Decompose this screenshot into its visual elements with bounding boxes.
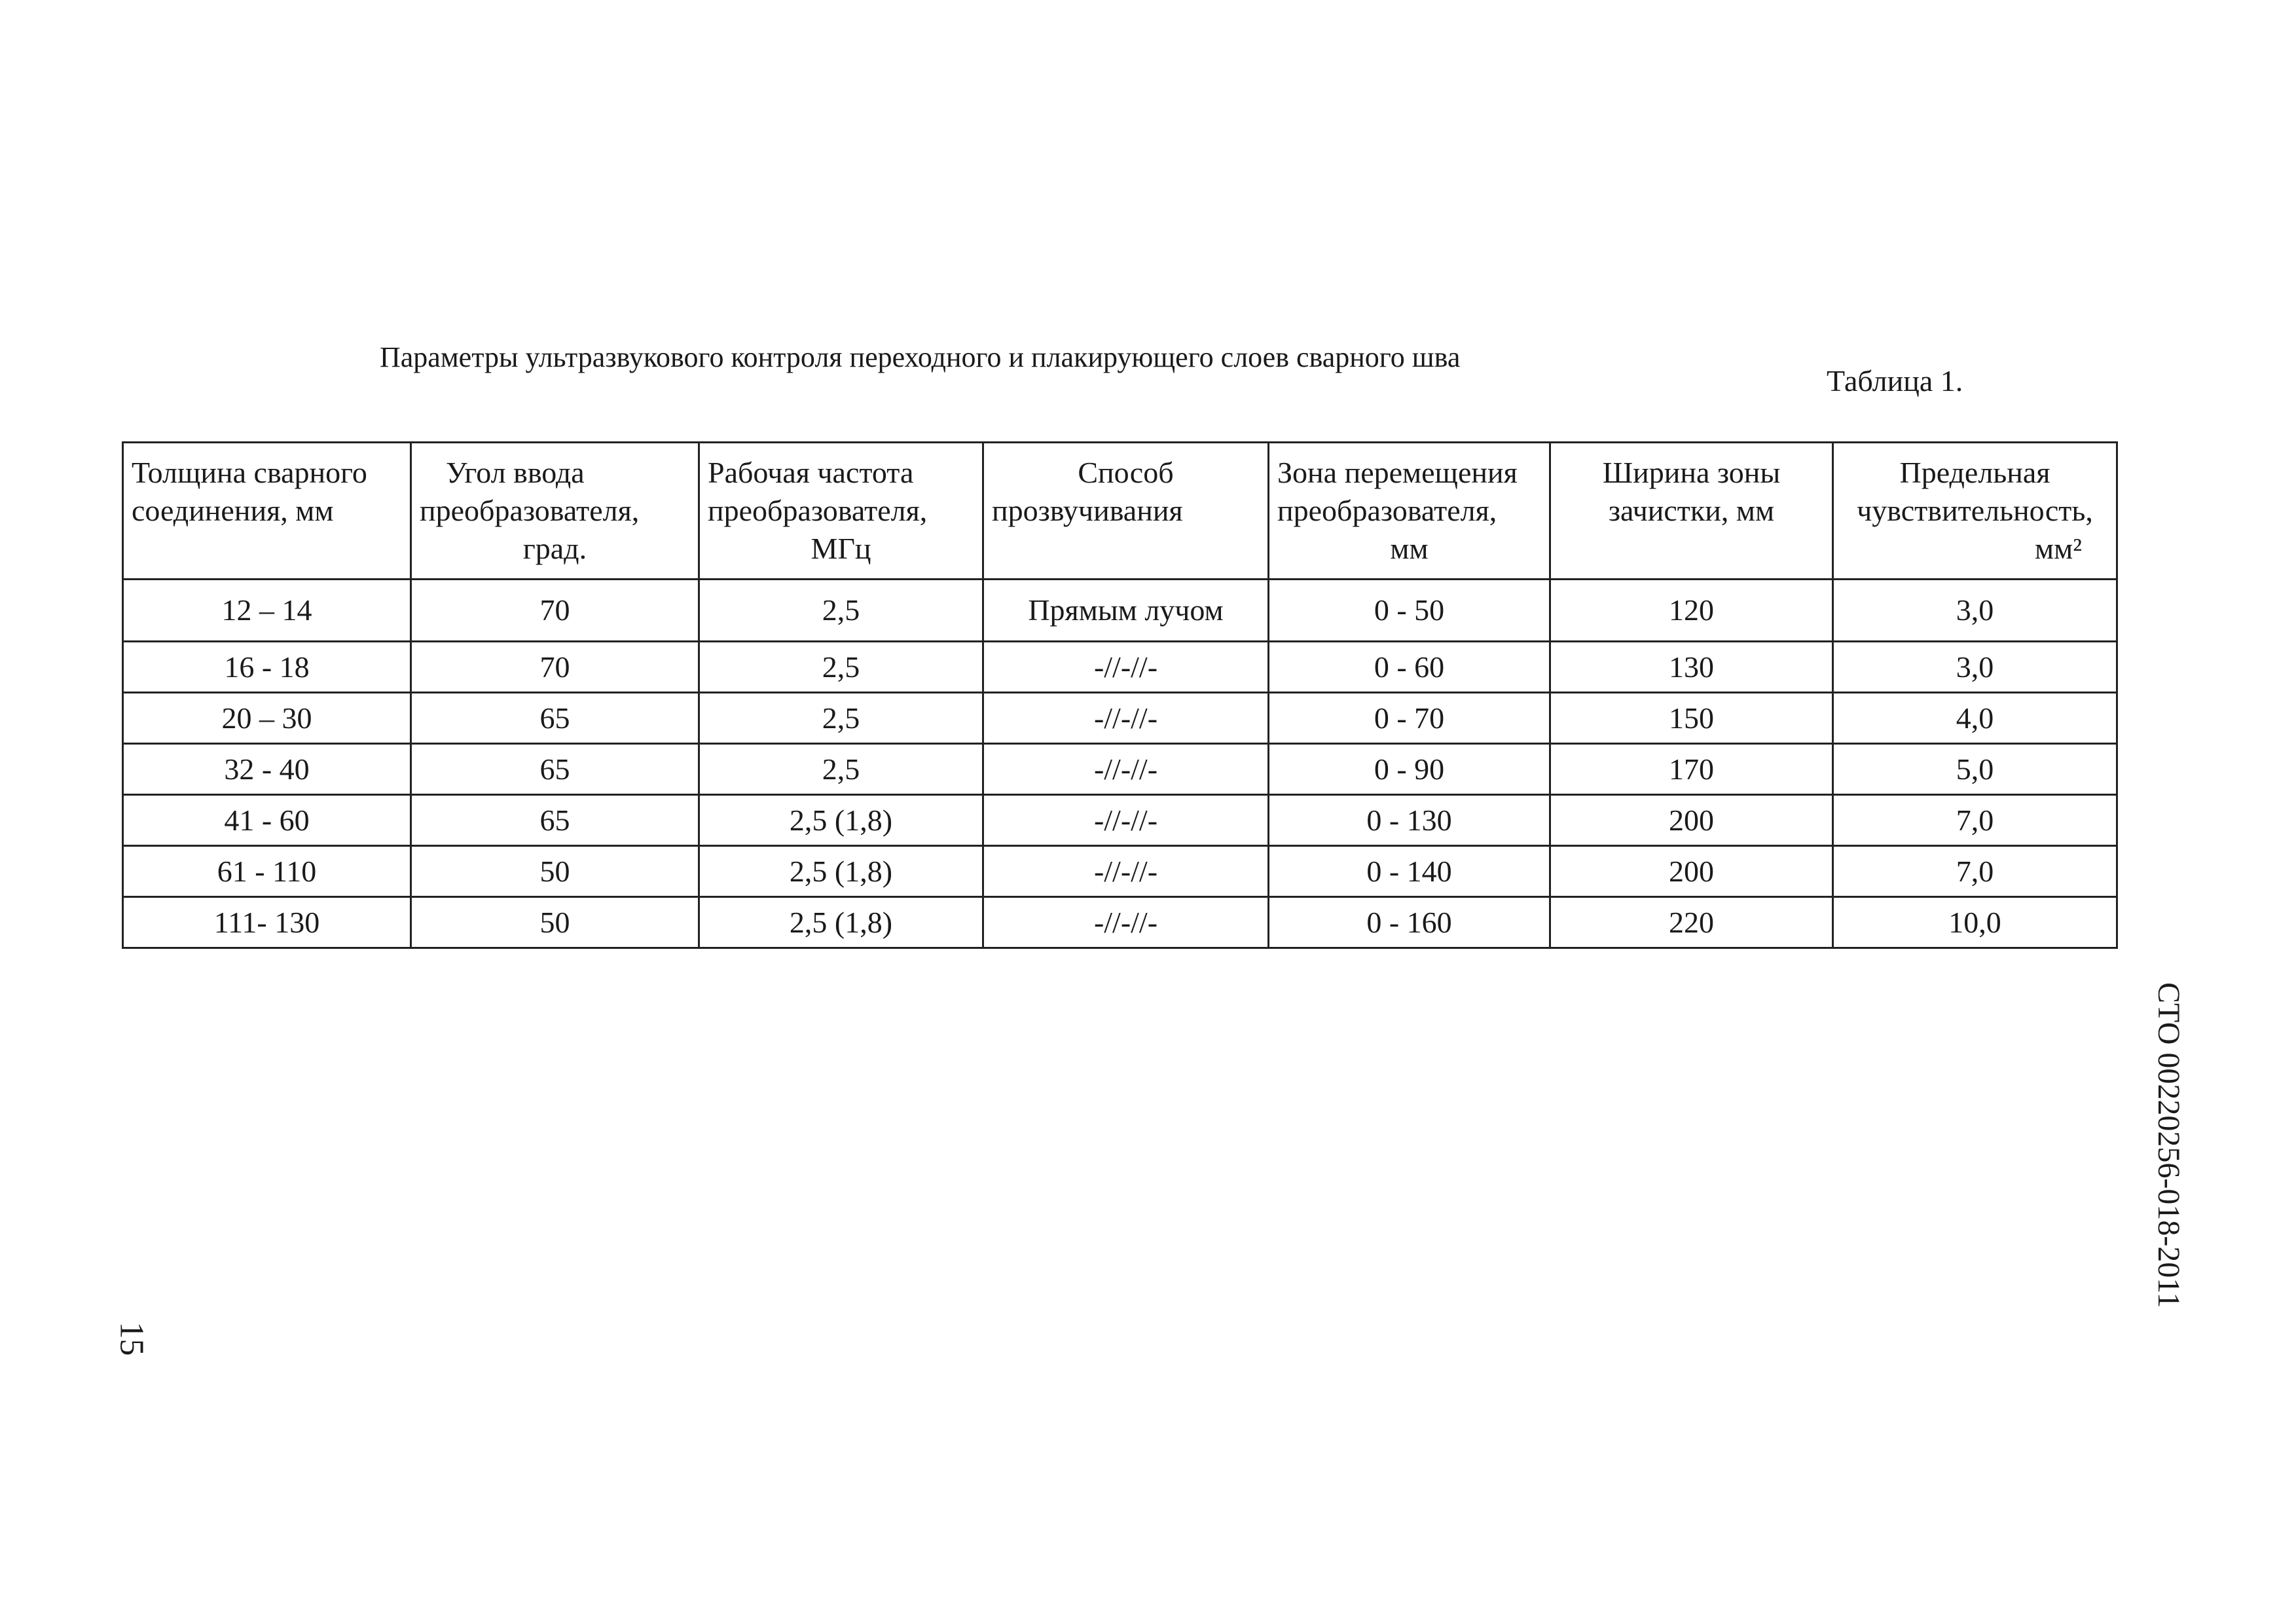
header-line: зачистки, мм — [1608, 494, 1775, 527]
cell-movement-zone: 0 - 160 — [1269, 897, 1550, 948]
header-line: Способ — [1078, 456, 1174, 489]
cell-sensitivity: 4,0 — [1833, 693, 2117, 744]
header-line: чувствительность, — [1857, 494, 2093, 527]
table-row — [123, 642, 2117, 693]
header-line: Угол ввода — [446, 456, 585, 489]
header-line: преобразователя, — [708, 494, 928, 527]
cell-cleaning-width: 120 — [1550, 580, 1833, 642]
document-code — [2151, 982, 2206, 1308]
cell-angle: 65 — [411, 693, 699, 744]
cell-cleaning-width: 150 — [1550, 693, 1833, 744]
cell-angle: 70 — [411, 642, 699, 693]
cell-sensitivity: 3,0 — [1833, 580, 2117, 642]
cell-method: -//-//- — [983, 642, 1269, 693]
header-line: прозвучивания — [992, 494, 1183, 527]
cell-frequency: 2,5 (1,8) — [699, 897, 983, 948]
table-row — [123, 897, 2117, 948]
cell-angle: 65 — [411, 744, 699, 795]
table-row — [123, 795, 2117, 846]
cell-movement-zone: 0 - 130 — [1269, 795, 1550, 846]
cell-thickness: 111- 130 — [123, 897, 411, 948]
header-frequency — [699, 443, 983, 580]
header-line: соединения, мм — [132, 494, 334, 527]
header-cleaning-width — [1550, 443, 1833, 580]
cell-thickness: 32 - 40 — [123, 744, 411, 795]
cell-cleaning-width: 200 — [1550, 846, 1833, 897]
cell-cleaning-width: 130 — [1550, 642, 1833, 693]
header-line: Зона перемещения — [1277, 456, 1518, 489]
cell-method: Прямым лучом — [983, 580, 1269, 642]
header-angle — [411, 443, 699, 580]
table-row — [123, 580, 2117, 642]
cell-method: -//-//- — [983, 744, 1269, 795]
header-line: Ширина зоны — [1602, 456, 1781, 489]
cell-cleaning-width: 200 — [1550, 795, 1833, 846]
header-line: град. — [522, 532, 587, 565]
header-movement-zone — [1269, 443, 1550, 580]
cell-frequency: 2,5 — [699, 693, 983, 744]
cell-frequency: 2,5 — [699, 744, 983, 795]
table-row — [123, 693, 2117, 744]
cell-thickness: 61 - 110 — [123, 846, 411, 897]
cell-frequency: 2,5 (1,8) — [699, 846, 983, 897]
cell-movement-zone: 0 - 70 — [1269, 693, 1550, 744]
header-line: мм — [1390, 532, 1429, 565]
header-line: мм² — [2034, 532, 2082, 565]
page-number: 15 — [113, 1321, 151, 1356]
cell-movement-zone: 0 - 50 — [1269, 580, 1550, 642]
cell-sensitivity: 10,0 — [1833, 897, 2117, 948]
cell-sensitivity: 7,0 — [1833, 795, 2117, 846]
header-line: Толщина сварного — [132, 456, 367, 489]
cell-movement-zone: 0 - 90 — [1269, 744, 1550, 795]
cell-sensitivity: 7,0 — [1833, 846, 2117, 897]
cell-angle: 65 — [411, 795, 699, 846]
header-thickness — [123, 443, 411, 580]
cell-frequency: 2,5 — [699, 642, 983, 693]
table-header-row — [123, 443, 2117, 580]
table-caption: Параметры ультразвукового контроля переходного и плакирующего слоев сварного шва — [380, 341, 1461, 373]
document-code-text: СТО 00220256-018-2011 — [2151, 982, 2186, 1308]
header-line: преобразователя, — [420, 494, 640, 527]
cell-movement-zone: 0 - 60 — [1269, 642, 1550, 693]
cell-method: -//-//- — [983, 795, 1269, 846]
table-number: Таблица 1. — [1827, 364, 1963, 397]
header-line: МГц — [811, 532, 871, 565]
cell-sensitivity: 5,0 — [1833, 744, 2117, 795]
cell-thickness: 20 – 30 — [123, 693, 411, 744]
cell-angle: 70 — [411, 580, 699, 642]
parameters-table — [122, 441, 2118, 949]
table-row — [123, 744, 2117, 795]
cell-angle: 50 — [411, 846, 699, 897]
cell-movement-zone: 0 - 140 — [1269, 846, 1550, 897]
cell-frequency: 2,5 (1,8) — [699, 795, 983, 846]
table-row — [123, 846, 2117, 897]
header-sensitivity — [1833, 443, 2117, 580]
cell-method: -//-//- — [983, 897, 1269, 948]
cell-cleaning-width: 220 — [1550, 897, 1833, 948]
cell-thickness: 16 - 18 — [123, 642, 411, 693]
header-line: Рабочая частота — [708, 456, 914, 489]
cell-frequency: 2,5 — [699, 580, 983, 642]
header-line: Предельная — [1899, 456, 2050, 489]
cell-thickness: 41 - 60 — [123, 795, 411, 846]
header-line: преобразователя, — [1277, 494, 1497, 527]
cell-sensitivity: 3,0 — [1833, 642, 2117, 693]
cell-method: -//-//- — [983, 693, 1269, 744]
cell-method: -//-//- — [983, 846, 1269, 897]
cell-angle: 50 — [411, 897, 699, 948]
cell-cleaning-width: 170 — [1550, 744, 1833, 795]
cell-thickness: 12 – 14 — [123, 580, 411, 642]
header-method — [983, 443, 1269, 580]
